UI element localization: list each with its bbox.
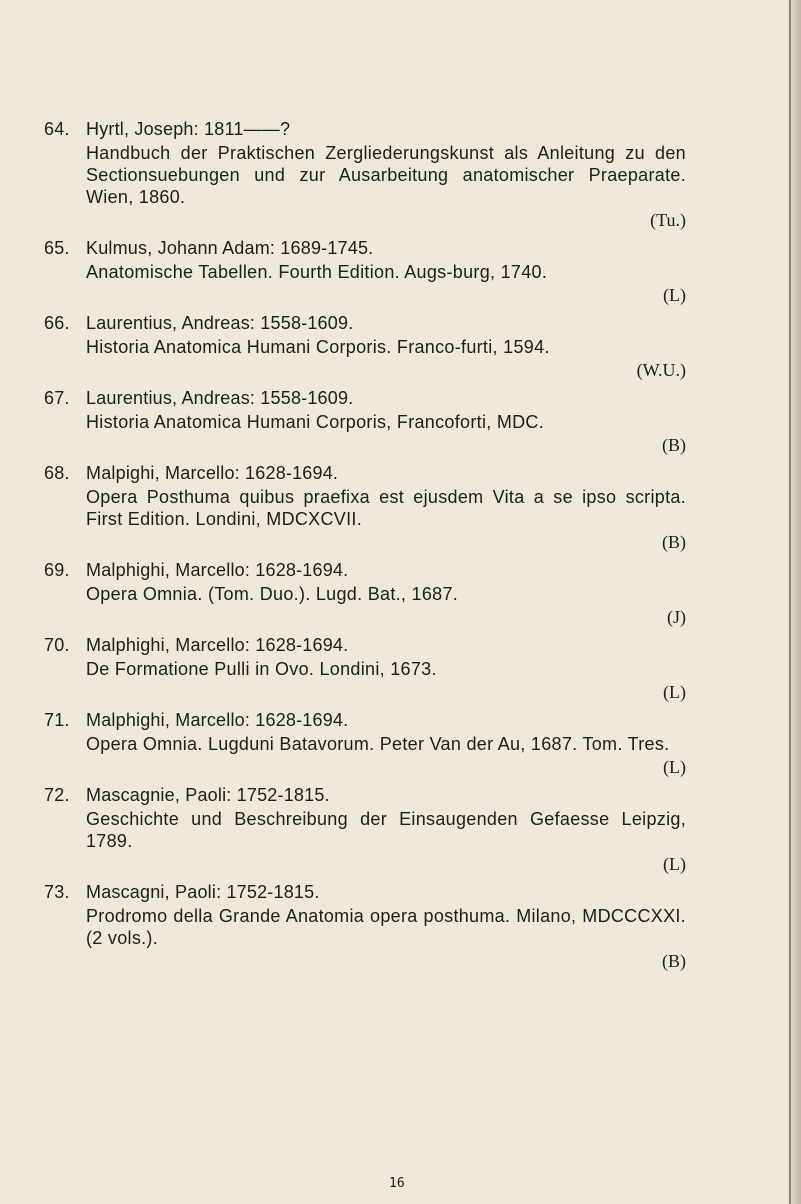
entry-author: Laurentius, Andreas: 1558-1609. [86, 388, 354, 408]
entry-location-code: (B) [662, 532, 686, 552]
entry-number: 73. [44, 882, 70, 902]
entry-number: 66. [44, 313, 70, 333]
entry-title: Opera Omnia. Lugduni Batavorum. Peter Van der Au, 1687. Tom. Tres. [86, 734, 670, 754]
bibliography-entry-72 [44, 783, 686, 876]
entry-location-code: (W.U.) [636, 360, 686, 380]
entry-author: Hyrtl, Joseph: 1811——? [86, 119, 291, 139]
entry-location-code: (J) [667, 607, 686, 627]
bibliography-list [44, 117, 686, 977]
entry-number: 65. [44, 238, 70, 258]
entry-number: 70. [44, 635, 70, 655]
entry-title: Opera Omnia. (Tom. Duo.). Lugd. Bat., 1687. [86, 584, 459, 604]
page-number: 16 [389, 1176, 405, 1191]
entry-title: Historia Anatomica Humani Corporis, Francoforti, MDC. [86, 412, 545, 432]
entry-title: Anatomische Tabellen. Fourth Edition. Augs-burg, 1740. [86, 262, 548, 282]
bibliography-entry-68 [44, 461, 686, 554]
bibliography-entry-64 [44, 117, 686, 232]
entry-title: Historia Anatomica Humani Corporis. Franco-furti, 1594. [86, 337, 550, 357]
entry-location-code: (L) [663, 854, 686, 874]
entry-title: Opera Posthuma quibus praefixa est ejusdem Vita a se ipso scripta. First Edition. Londini, MDCXCVII. [86, 487, 686, 529]
bibliography-entry-65 [44, 236, 686, 307]
entry-number: 64. [44, 119, 70, 139]
entry-author: Malpighi, Marcello: 1628-1694. [86, 463, 339, 483]
entry-author: Malphighi, Marcello: 1628-1694. [86, 560, 349, 580]
entry-author: Kulmus, Johann Adam: 1689-1745. [86, 238, 374, 258]
entry-location-code: (B) [662, 951, 686, 971]
entry-title: De Formatione Pulli in Ovo. Londini, 1673. [86, 659, 437, 679]
bibliography-entry-66 [44, 311, 686, 382]
entry-location-code: (L) [663, 757, 686, 777]
entry-location-code: (L) [663, 682, 686, 702]
entry-author: Mascagnie, Paoli: 1752-1815. [86, 785, 330, 805]
entry-title: Prodromo della Grande Anatomia opera posthuma. Milano, MDCCCXXI. (2 vols.). [86, 906, 686, 948]
entry-number: 69. [44, 560, 70, 580]
entry-location-code: (B) [662, 435, 686, 455]
entry-author: Laurentius, Andreas: 1558-1609. [86, 313, 354, 333]
entry-number: 68. [44, 463, 70, 483]
entry-location-code: (Tu.) [650, 210, 686, 230]
entry-title: Handbuch der Praktischen Zergliederungskunst als Anleitung zu den Sectionsuebungen und zur Ausarbeitung anatomischer Praeparate. Wien, 1860. [86, 143, 686, 207]
entry-number: 72. [44, 785, 70, 805]
bibliography-entry-69 [44, 558, 686, 629]
bibliography-entry-71 [44, 708, 686, 779]
entry-location-code: (L) [663, 285, 686, 305]
entry-author: Malphighi, Marcello: 1628-1694. [86, 710, 349, 730]
entry-author: Mascagni, Paoli: 1752-1815. [86, 882, 320, 902]
bibliography-entry-73 [44, 880, 686, 973]
entry-number: 67. [44, 388, 70, 408]
page-edge-line [789, 0, 791, 1204]
bibliography-entry-70 [44, 633, 686, 704]
entry-number: 71. [44, 710, 70, 730]
entry-author: Malphighi, Marcello: 1628-1694. [86, 635, 349, 655]
bibliography-entry-67 [44, 386, 686, 457]
entry-title: Geschichte und Beschreibung der Einsaugenden Gefaesse Leipzig, 1789. [86, 809, 686, 851]
